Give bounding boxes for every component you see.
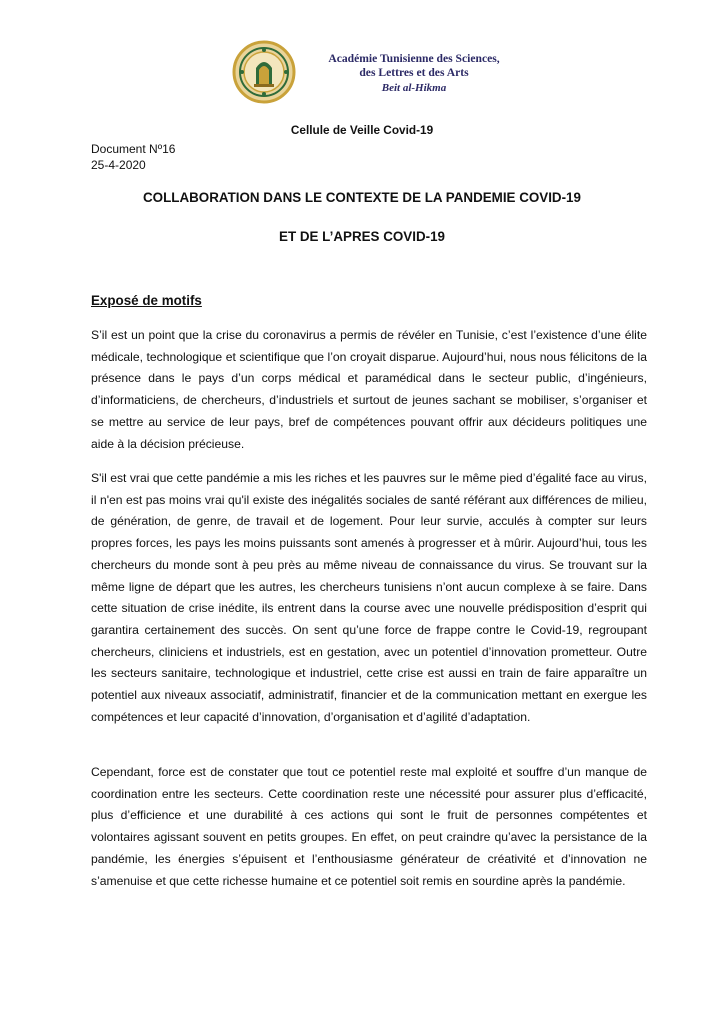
- institution-subtitle: Beit al-Hikma: [381, 82, 447, 94]
- cell-title: Cellule de Veille Covid-19: [290, 123, 434, 137]
- paragraph-1: S’il est un point que la crise du coronavirus a permis de révéler en Tunisie, c’est l’existence d’une élite médicale, technologique et scientifique que l’on croyait disparue. Aujourd’hui, nous nous félicitons de la présence dans le pays d’un corps médical et paramédical dans le secteur public, d’ingénieurs, d’informaticiens, de chercheurs, d’industriels et surtout de jeunes sachant se mobiliser, s’organiser et se mettre au service de leur pays, bref de compétences pouvant offrir aux décideurs politiques une aide à la décision précieuse.: [91, 328, 647, 451]
- paragraph-2: S'il est vrai que cette pandémie a mis les riches et les pauvres sur le même pied d’égalité face au virus, il n'en est pas moins vrai qu'il existe des inégalités sociales de santé référant aux différences de milieu, de génération, de genre, de travail et de logement. Pour leur survie, acculés à compter sur leurs propres forces, les pays les moins puissants sont amenés à progresser et à mûrir. Aujourd’hui, tous les chercheurs du monde sont à peu près au même niveau de connaissance du virus. Se trouvant sur la même ligne de départ que les autres, les chercheurs tunisiens n’ont aucun complexe à se faire. Dans cette situation de crise inédite, ils entrent dans la course avec une nouvelle prédisposition d’esprit qui garantira certainement des succès. On sent qu’une force de frappe contre le Covid-19, regroupant chercheurs, cliniciens et industriels, est en gestation, avec un potentiel d’innovation prometteur. Outre les secteurs sanitaire, technologique et industriel, cette crise est aussi en train de faire apparaître un potentiel aux niveaux associatif, administratif, financier et de la communication mettant en exergue les compétences et leur capacité d’innovation, d’organisation et d’agilité d’adaptation.: [91, 471, 647, 724]
- institution-name: [304, 52, 524, 95]
- header-logo: [232, 40, 522, 106]
- document-date: 25-4-2020: [91, 158, 146, 172]
- document-reference: [91, 141, 175, 173]
- beit-al-hikma-seal-icon: [232, 40, 296, 104]
- document-title-line1: COLLABORATION DANS LE CONTEXTE DE LA PANDEMIE COVID-19: [143, 190, 581, 205]
- paragraph-3: Cependant, force est de constater que tout ce potentiel reste mal exploité et souffre d’un manque de coordination entre les secteurs. Cette coordination reste une nécessité pour assurer plus d’efficacité, plus d’efficience et une durabilité à ces actions qui sont le fruit de personnes compétentes et volontaires agissant souvent en petits groupes. En effet, on peut craindre qu’avec la persistance de la pandémie, les énergies s’épuisent et l’enthousiasme générateur de créativité et d’innovation ne s’amenuise et que cette richesse humaine et ce potentiel soit remis en sourdine après la pandémie.: [91, 765, 647, 888]
- section-heading: Exposé de motifs: [91, 293, 202, 308]
- institution-line1: Académie Tunisienne des Sciences,: [328, 52, 500, 65]
- institution-line2: des Lettres et des Arts: [359, 66, 469, 79]
- document-title-line2: ET DE L’APRES COVID-19: [279, 229, 445, 244]
- document-number: Document Nº16: [91, 142, 176, 156]
